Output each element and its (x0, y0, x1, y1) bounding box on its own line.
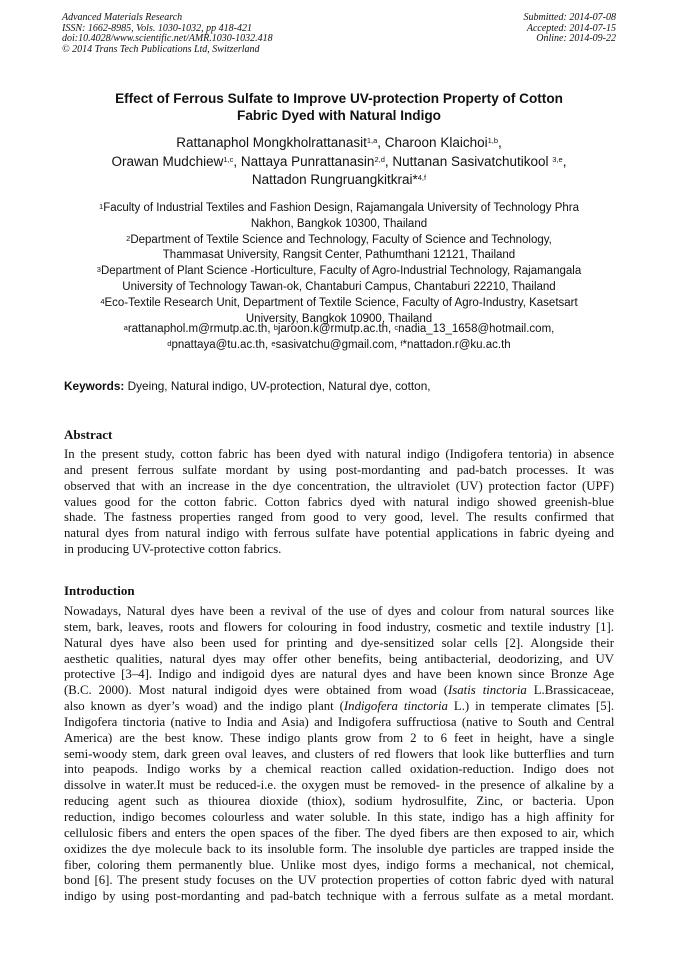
copyright-line: © 2014 Trans Tech Publications Ltd, Switzerland (62, 43, 260, 55)
text-line: stem, bark, leaves, roots and flowers for colouring in food industry, cosmetic and textile industry [1]. (64, 619, 614, 634)
affiliation-line: University, Bangkok 10900, Thailand (245, 312, 433, 325)
species-name: Indigofera tinctoria (343, 699, 448, 714)
title-line: Fabric Dyed with Natural Indigo (237, 108, 441, 123)
affiliation-line (50, 296, 628, 312)
author-line: Orawan Mudchiew$^{1,c}$, Nattaya Punrattanasin$^{2,d}$, Nuttanan Sasivatchutikool $^{3,e}$, (111, 153, 567, 169)
text-line: and present ferrous sulfate mordant by using post-mordanting and pad-batch processes. It was (64, 462, 614, 477)
text-line: values good for the cotton fabric. Cotton fabrics dyed with natural indigo showed greenish-blue (64, 494, 614, 509)
text-line: reducing agent such as thiourea dioxide (thiox), sodium hydrosulfite, Zinc, or bacteria. Upon (64, 794, 614, 809)
email-sup: b (273, 323, 278, 332)
keywords (64, 379, 431, 393)
text-line: fiber, coloring them permanently blue. Unlike most dyes, indigo forms a mechanical, not chemical, (64, 857, 614, 872)
text-line: dissolve in water.It must be reduced-i.e. the oxygen must be removed- in the presence of alkaline by a (64, 778, 614, 793)
email: nadia_13_1658@hotmail.com, (398, 323, 555, 335)
paper-title (40, 90, 638, 124)
email-sup: c (394, 323, 399, 332)
title-line: Effect of Ferrous Sulfate to Improve UV-protection Property of Cotton (115, 91, 563, 106)
email: jaroon.k@rmutp.ac.th, (277, 323, 392, 335)
email-sup: e (271, 338, 276, 348)
affiliations (50, 201, 628, 327)
journal-info (62, 13, 382, 55)
text-line: protective [3–4]. Indigo and indigoid dyes are natural dyes and have been known since Bronze Age (64, 667, 615, 682)
text-line: aesthetic qualities, natural dyes may offer other benefits, being antibacterial, deodorizing, and UV (64, 651, 614, 666)
email-line (50, 322, 628, 338)
species-name: Isatis tinctoria (448, 683, 527, 698)
author-name: Orawan Mudchiew (111, 153, 224, 169)
text-line: indigo by using post-mordanting and pad-batch technique with a ferrous sulfate as a metal mordant. (64, 889, 614, 904)
text-line: Nowadays, Natural dyes have been a revival of the use of dyes and colour from natural sources like (64, 604, 614, 618)
affil-text: Faculty of Industrial Textiles and Fashion Design, Rajamangala University of Technology Phra (103, 202, 579, 214)
text-line: semi-woody stem, dark green oval leaves, and clusters of red flowers that look like butterflies and turn (64, 746, 615, 761)
text-segment: L.Brassicaceae, (526, 683, 615, 698)
affil-number: 2 (126, 233, 131, 243)
author-line: Rattanaphol Mongkholrattanasit$^{1,a}$, Charoon Klaichoi$^{1,b}$, (176, 135, 502, 150)
abstract-body (64, 447, 614, 558)
author-affil-sup: 4,f (417, 173, 427, 182)
text-line (64, 683, 614, 699)
abstract-heading: Abstract (64, 427, 113, 442)
author-line (40, 171, 638, 190)
affil-number: 4 (100, 296, 105, 306)
affiliation-line (50, 264, 628, 280)
journal-name: Advanced Materials Research (62, 12, 183, 23)
text-segment: also known as dyer’s woad) and the indigo plant ( (64, 699, 344, 714)
affil-number: 1 (99, 202, 104, 211)
affiliation-line: Thammasat University, Rangsit Center, Pathumthani 12121, Thailand (162, 249, 516, 262)
issn-line: ISSN: 1662-8985, Vols. 1030-1032, pp 418-421 (62, 22, 252, 34)
introduction-body (64, 604, 614, 905)
text-line: in producing UV-protective cotton fabrics. (64, 542, 282, 557)
text-line: In the present study, cotton fabric has been dyed with natural indigo (Indigofera tentoria) in absence (64, 447, 614, 461)
email: sasivatchu@gmail.com, (275, 338, 398, 351)
text-segment: (B.C. 2000). Most natural indigoid dyes were obtained from woad ( (64, 683, 449, 698)
text-line: bond [6]. The present study focuses on the UV protection properties of cotton fabric dyed with natural (64, 873, 615, 888)
text-line: shade. The fastness properties ranged from good to very good, level. The results confirmed that (64, 510, 615, 525)
text-line: oxidizes the dye molecule back to its insoluble form. The insoluble dye particles are trapped inside the (64, 841, 614, 856)
author-affil-sup: 3,e (552, 154, 563, 164)
affil-text: Department of Textile Science and Technology, Faculty of Science and Technology, (130, 233, 552, 246)
affiliation-line: Nakhon, Bangkok 10300, Thailand (250, 217, 428, 230)
author-name: Nuttanan Sasivatchutikool (392, 153, 553, 169)
text-line: into peapods. Indigo works by a chemical reaction called oxidation-reduction. Indigo does not (64, 762, 614, 777)
author-affil-sup: 2,d (374, 154, 385, 164)
accepted-date: Accepted: 2014-07-15 (526, 22, 616, 34)
affil-number: 3 (96, 265, 101, 275)
text-line: cellulosic fibers and enters the open spaces of the fiber. The dyed fibers are then exposed to air, which (64, 825, 615, 840)
text-line: natural dyes from natural indigo with ferrous sulfate have potential applications in fabric dyeing and (64, 526, 614, 541)
email-sup: a (123, 323, 128, 332)
text-line: reduction, indigo becomes colourless and water soluble. In this state, indigo has a high affinity for (64, 809, 615, 824)
keywords-label: Keywords: (64, 379, 125, 393)
author-emails (50, 322, 628, 354)
author-name: Nattaya Punrattanasin (240, 153, 375, 169)
doi-line: doi:10.4028/www.scientific.net/AMR.1030-1032.418 (62, 33, 273, 45)
online-date: Online: 2014-09-22 (536, 33, 616, 45)
submitted-date: Submitted: 2014-07-08 (523, 12, 616, 23)
text-line: Natural dyes have also been used for printing and dye-sensitized solar cells [2]. Alongside their (64, 635, 614, 650)
author-list (40, 134, 638, 190)
text-line: Indigofera tinctoria (native to India and Asia) and Indigofera suffructiosa (native to South and Central (64, 714, 615, 729)
affil-text: Department of Plant Science -Horticulture, Faculty of Agro-Industrial Technology, Rajamangala (100, 265, 582, 278)
email-line (50, 338, 628, 354)
email: rattanaphol.m@rmutp.ac.th, (127, 323, 271, 335)
email-sup: f (400, 338, 403, 348)
introduction-heading: Introduction (64, 583, 135, 598)
email: *nattadon.r@ku.ac.th (402, 338, 511, 351)
affiliation-line (50, 233, 628, 249)
affiliation-line: University of Technology Tawan-ok, Chantaburi Campus, Chantaburi 22210, Thailand (122, 280, 556, 293)
text-line (64, 699, 614, 715)
author-name: Nattadon Rungruangkitkrai* (251, 172, 418, 187)
text-segment: L.) in temperate climates [5]. (447, 699, 615, 714)
email: pnattaya@tu.ac.th, (171, 338, 269, 351)
author-affil-sup: 1,b (487, 136, 499, 145)
submission-dates (416, 13, 616, 45)
email-sup: d (167, 338, 172, 348)
author-name: Rattanaphol Mongkholrattanasit (176, 135, 367, 150)
author-affil-sup: 1,a (366, 136, 378, 145)
author-affil-sup: 1,c (223, 154, 234, 164)
author-name: Charoon Klaichoi (384, 135, 488, 150)
affil-text: Eco-Textile Research Unit, Department of Textile Science, Faculty of Agro-Industry, Kasetsart (104, 296, 578, 309)
text-line: observed that with an increase in the dye concentration, the ultraviolet (UV) protection factor (UPF) (64, 478, 614, 493)
affiliation-line (50, 201, 628, 217)
keywords-text: Dyeing, Natural indigo, UV-protection, Natural dye, cotton, (124, 379, 431, 393)
text-line: America) are the best know. These indigo plants grow from 2 to 6 feet in height, have a single (64, 730, 614, 745)
